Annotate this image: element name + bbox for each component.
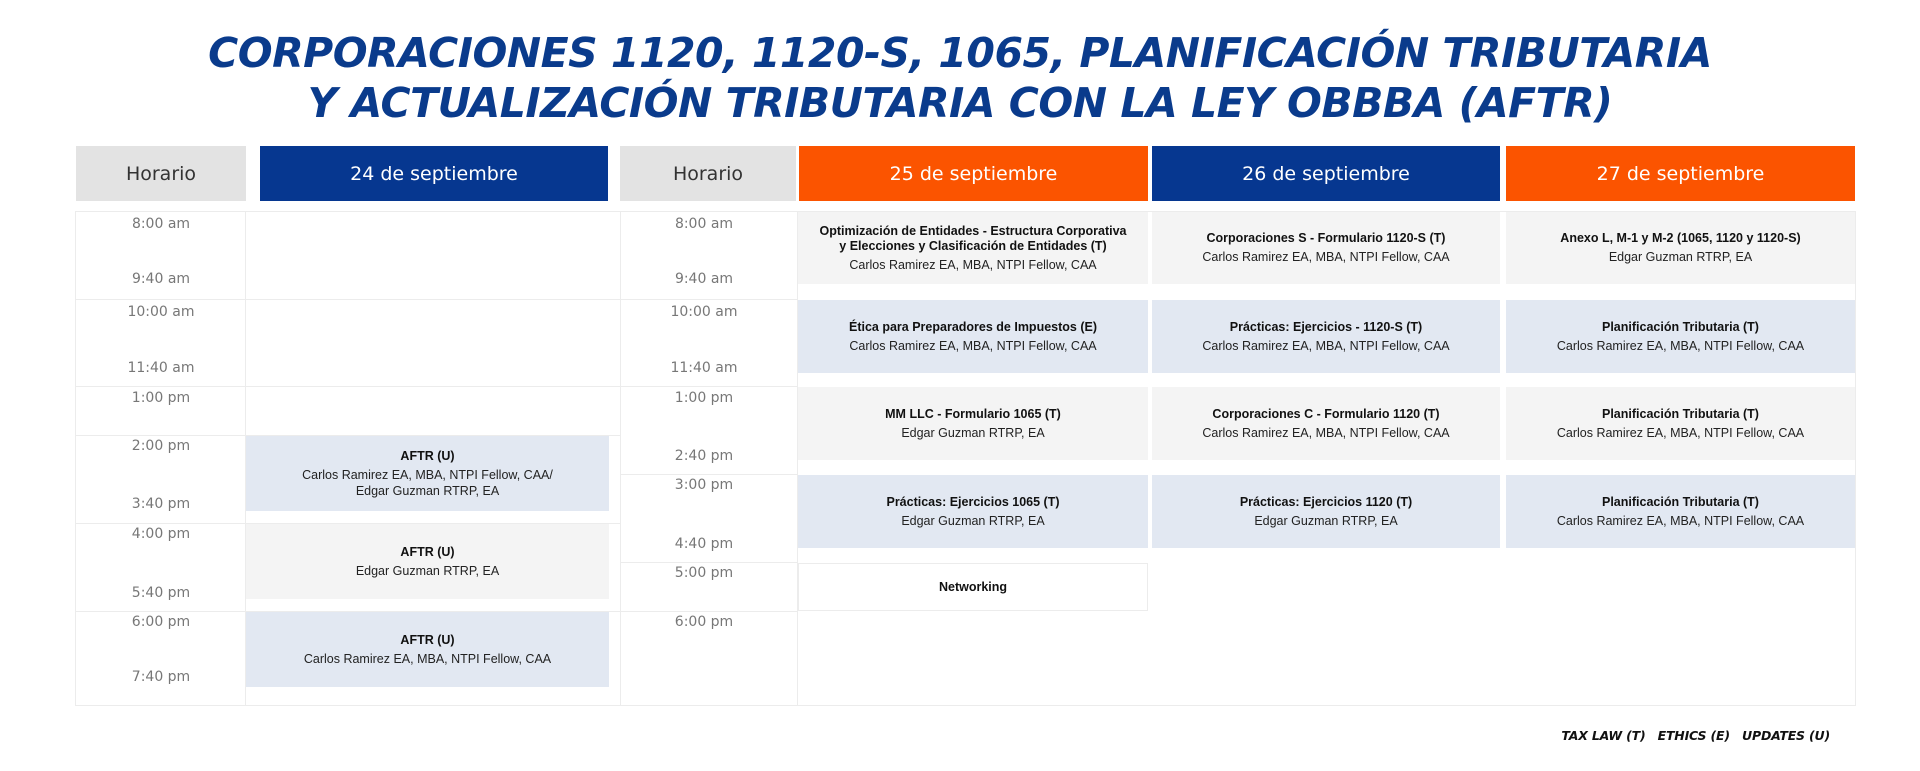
session-title: Prácticas: Ejercicios 1120 (T)	[1239, 494, 1413, 509]
session-card[interactable]	[1506, 300, 1855, 373]
session-card[interactable]	[798, 300, 1148, 373]
session-card[interactable]	[246, 436, 609, 511]
session-speaker: Edgar Guzman RTRP, EA	[355, 563, 500, 578]
time-label: 11:40 am	[127, 360, 195, 376]
session-speaker: Carlos Ramirez EA, MBA, NTPI Fellow, CAA	[849, 257, 1097, 272]
session-title: Networking	[938, 579, 1008, 594]
session-card[interactable]	[798, 387, 1148, 460]
session-title: Corporaciones C - Formulario 1120 (T)	[1212, 406, 1440, 421]
session-title: Anexo L, M-1 y M-2 (1065, 1120 y 1120-S)	[1560, 231, 1801, 245]
legend-item: TAX LAW (T)	[1561, 728, 1646, 743]
session-title: Planificación Tributaria (T)	[1602, 494, 1759, 509]
session-speaker: Carlos Ramirez EA, MBA, NTPI Fellow, CAA	[849, 338, 1097, 353]
time-label: 3:00 pm	[674, 477, 734, 493]
time-label: 2:00 pm	[131, 438, 191, 454]
day-header-27: 27 de septiembre	[1506, 146, 1855, 201]
page-title	[0, 28, 1920, 128]
session-title: AFTR (U)	[400, 448, 455, 463]
session-title: Planificación Tributaria (T)	[1602, 319, 1759, 334]
time-label: 10:00 am	[670, 304, 738, 320]
time-label: 5:40 pm	[131, 585, 191, 601]
session-speaker: Carlos Ramirez EA, MBA, NTPI Fellow, CAA	[303, 651, 552, 666]
row-divider	[620, 386, 797, 387]
session-title: AFTR (U)	[400, 544, 455, 559]
time-label: 8:00 am	[674, 216, 734, 232]
row-divider	[620, 474, 797, 475]
session-title: Ética para Preparadores de Impuestos (E)	[848, 319, 1097, 334]
row-divider	[620, 611, 797, 612]
legend-item: ETHICS (E)	[1657, 728, 1730, 743]
time-label: 9:40 am	[674, 271, 734, 287]
session-title: MM LLC - Formulario 1065 (T)	[885, 406, 1061, 421]
time-label: 9:40 am	[131, 271, 191, 287]
session-title: Prácticas: Ejercicios - 1120-S (T)	[1229, 319, 1423, 334]
time-header-right: Horario	[620, 146, 796, 201]
session-card[interactable]	[1506, 387, 1855, 460]
time-label: 11:40 am	[670, 360, 738, 376]
session-speaker: Edgar Guzman RTRP, EA	[1254, 513, 1398, 528]
session-title: Optimización de Entidades - Estructura Corporativa y Elecciones y Clasificación de Entidades (T)	[819, 223, 1127, 253]
time-label: 1:00 pm	[131, 390, 191, 406]
legend-item: UPDATES (U)	[1742, 728, 1830, 743]
time-header-left: Horario	[76, 146, 246, 201]
time-label: 2:40 pm	[674, 448, 734, 464]
time-label: 10:00 am	[127, 304, 195, 320]
day-header-26: 26 de septiembre	[1152, 146, 1500, 201]
session-card[interactable]	[246, 524, 609, 599]
time-label: 6:00 pm	[131, 614, 191, 630]
row-divider	[75, 386, 621, 387]
row-divider	[620, 299, 797, 300]
title-line-1: CORPORACIONES 1120, 1120-S, 1065, PLANIFICACIÓN TRIBUTARIA	[208, 29, 1712, 77]
session-card[interactable]	[1152, 475, 1500, 548]
time-label: 6:00 pm	[674, 614, 734, 630]
session-speaker: Edgar Guzman RTRP, EA	[901, 425, 1045, 440]
time-label: 5:00 pm	[674, 565, 734, 581]
session-card[interactable]	[798, 475, 1148, 548]
legend	[1553, 728, 1830, 743]
session-speaker: Carlos Ramirez EA, MBA, NTPI Fellow, CAA	[1202, 425, 1450, 440]
session-card[interactable]	[1152, 300, 1500, 373]
day-header-25: 25 de septiembre	[799, 146, 1148, 201]
session-speaker: Carlos Ramirez EA, MBA, NTPI Fellow, CAA	[1556, 513, 1805, 528]
time-label: 4:00 pm	[131, 526, 191, 542]
session-title: AFTR (U)	[400, 632, 455, 647]
session-card[interactable]	[798, 212, 1148, 284]
session-card[interactable]	[1152, 387, 1500, 460]
session-speaker: Edgar Guzman RTRP, EA	[1608, 250, 1753, 264]
time-label: 1:00 pm	[674, 390, 734, 406]
title-line-2: Y ACTUALIZACIÓN TRIBUTARIA CON LA LEY OBBBA (AFTR)	[307, 79, 1613, 127]
time-label: 4:40 pm	[674, 536, 734, 552]
session-title: Corporaciones S - Formulario 1120-S (T)	[1206, 231, 1446, 245]
row-divider	[75, 299, 621, 300]
day-header-24: 24 de septiembre	[260, 146, 608, 201]
session-card[interactable]	[246, 612, 609, 687]
session-speaker: Carlos Ramirez EA, MBA, NTPI Fellow, CAA	[1202, 250, 1450, 264]
session-title: Prácticas: Ejercicios 1065 (T)	[886, 494, 1060, 509]
session-speaker: Carlos Ramirez EA, MBA, NTPI Fellow, CAA	[1556, 338, 1805, 353]
time-label: 3:40 pm	[131, 496, 191, 512]
session-card[interactable]	[1506, 475, 1855, 548]
row-divider	[620, 562, 797, 563]
session-speaker: Carlos Ramirez EA, MBA, NTPI Fellow, CAA	[1202, 338, 1450, 353]
session-title: Planificación Tributaria (T)	[1602, 406, 1759, 421]
time-label: 8:00 am	[131, 216, 191, 232]
session-speaker: Carlos Ramirez EA, MBA, NTPI Fellow, CAA	[1556, 425, 1805, 440]
session-speaker: Edgar Guzman RTRP, EA	[901, 513, 1045, 528]
session-card[interactable]	[1152, 212, 1500, 284]
session-card[interactable]	[1506, 212, 1855, 284]
session-speaker: Carlos Ramirez EA, MBA, NTPI Fellow, CAA/ Edgar Guzman RTRP, EA	[302, 467, 553, 498]
time-label: 7:40 pm	[131, 669, 191, 685]
session-card-networking[interactable]	[798, 563, 1148, 611]
